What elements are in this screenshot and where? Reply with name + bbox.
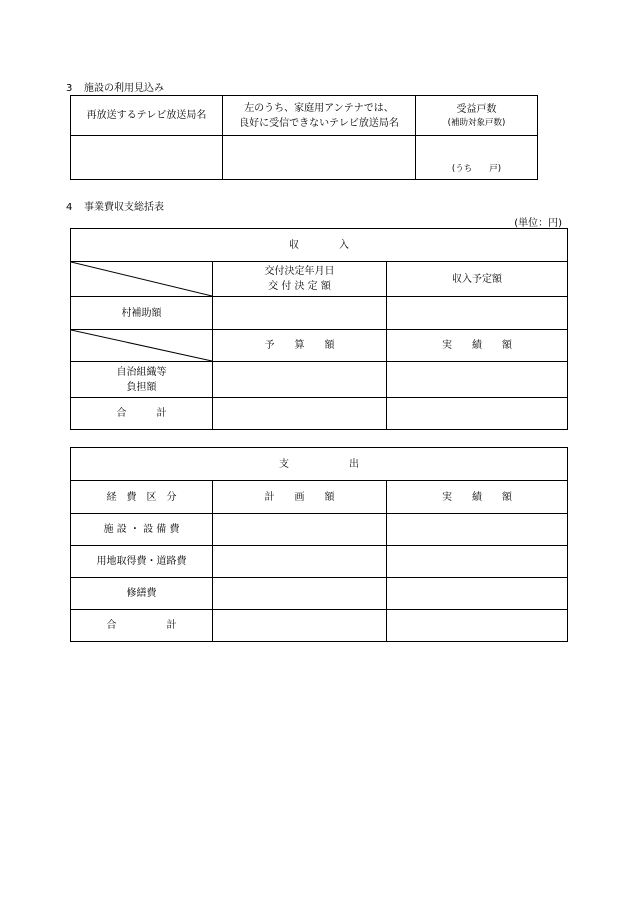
income-title: 収 入 (71, 229, 568, 262)
facility-usage-table (70, 95, 538, 180)
broadcast-station-header: 再放送するテレビ放送局名 (71, 96, 223, 136)
section-4-title: 事業費収支総括表 (84, 202, 164, 213)
poor-reception-station-cell[interactable] (223, 136, 416, 180)
section-3-heading (66, 79, 164, 94)
land-road-label: 用地取得費・道路費 (71, 546, 213, 578)
expenditure-total-actual-cell[interactable] (387, 610, 568, 642)
repair-plan-cell[interactable] (213, 578, 387, 610)
repair-label: 修繕費 (71, 578, 213, 610)
expenditure-total-plan-cell[interactable] (213, 610, 387, 642)
land-road-plan-cell[interactable] (213, 546, 387, 578)
section-4-heading (66, 198, 164, 213)
poor-reception-station-header: 左のうち、家庭用アンテナでは、 良好に受信できないテレビ放送局名 (223, 96, 416, 136)
section-4-number: 4 (66, 202, 73, 213)
facility-equipment-plan-cell[interactable] (213, 514, 387, 546)
expense-actual-header: 実 績 額 (387, 481, 568, 514)
budget-header: 予 算 額 (213, 330, 387, 362)
actual-header: 実 績 額 (387, 330, 568, 362)
village-subsidy-decision-cell[interactable] (213, 297, 387, 330)
beneficiary-households-header: 受益戸数 (補助対象戸数) (416, 96, 538, 136)
land-road-actual-cell[interactable] (387, 546, 568, 578)
income-total-budget-cell[interactable] (213, 398, 387, 430)
local-organization-label: 自治組織等 負担額 (71, 362, 213, 398)
planned-income-header: 収入予定額 (387, 262, 568, 297)
village-subsidy-planned-cell[interactable] (387, 297, 568, 330)
income-table (70, 228, 568, 430)
expenditure-title: 支 出 (71, 448, 568, 481)
local-organization-budget-cell[interactable] (213, 362, 387, 398)
unit-label: (単位：円) (514, 218, 562, 229)
expenditure-table (70, 447, 568, 642)
repair-actual-cell[interactable] (387, 578, 568, 610)
income-total-actual-cell[interactable] (387, 398, 568, 430)
beneficiary-households-cell[interactable]: (うち 戸) (416, 136, 538, 180)
expenditure-total-label: 合 計 (71, 610, 213, 642)
section-3-title: 施設の利用見込み (84, 83, 164, 94)
expense-category-header: 経 費 区 分 (71, 481, 213, 514)
village-subsidy-label: 村補助額 (71, 297, 213, 330)
decision-header: 交付決定年月日 交 付 決 定 額 (213, 262, 387, 297)
diagonal-cell (71, 330, 213, 362)
local-organization-actual-cell[interactable] (387, 362, 568, 398)
income-total-label: 合 計 (71, 398, 213, 430)
broadcast-station-cell[interactable] (71, 136, 223, 180)
facility-equipment-actual-cell[interactable] (387, 514, 568, 546)
plan-amount-header: 計 画 額 (213, 481, 387, 514)
section-3-number: 3 (66, 83, 73, 94)
diagonal-cell (71, 262, 213, 297)
facility-equipment-label: 施 設 ・ 設 備 費 (71, 514, 213, 546)
